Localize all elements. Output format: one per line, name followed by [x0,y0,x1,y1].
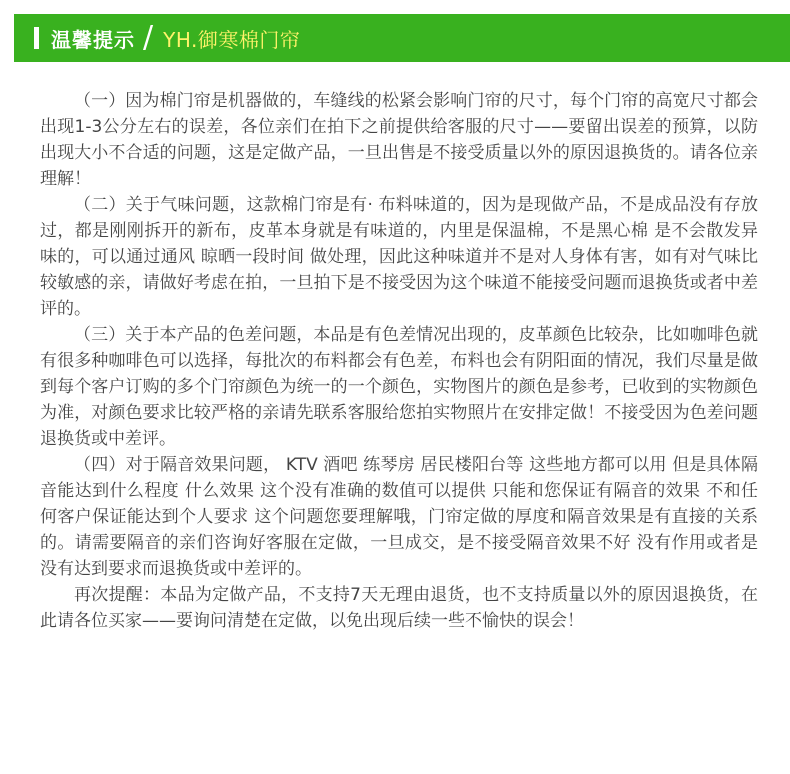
header-slash-divider: / [143,20,154,55]
notice-paragraph-1: （一）因为棉门帘是机器做的，车缝线的松紧会影响门帘的尺寸，每个门帘的高宽尺寸都会出现1-3公分左右的误差，各位亲们在拍下之前提供给客服的尺寸——要留出误差的预算，以防出现大小不合适的问题，这是定做产品，一旦出售是不接受质量以外的原因退换货的。请各位亲理解！ [40,91,758,189]
header-subtitle: YH.御寒棉门帘 [163,27,301,52]
notice-paragraph-4: （四）对于隔音效果问题， KTV 酒吧 练琴房 居民楼阳台等 这些地方都可以用 但是具体隔音能达到什么程度 什么效果 这个没有准确的数值可以提供 只能和您保证有隔音的效果 不和任何客户保证能达到个人要求 这个问题您要理解哦，门帘定做的厚度和隔音效果是有直接的关系的。请需要隔音的亲们咨询好客服在定做，一旦成交，是不接受隔音效果不好 没有作用或者是没有达到要求而退换货或中差评的。 [40,455,758,579]
notice-paragraph-reminder: 再次提醒：本品为定做产品，不支持7天无理由退货，也不支持质量以外的原因退换货，在此请各位买家——要询问清楚在定做，以免出现后续一些不愉快的误会！ [40,585,758,631]
header-banner [14,14,790,62]
header-bar-mark [34,27,39,49]
notice-paragraph-2: （二）关于气味问题，这款棉门帘是有· 布料味道的，因为是现做产品，不是成品没有存放过，都是刚刚拆开的新布，皮革本身就是有味道的，内里是保温棉，不是黑心棉 是不会散发异味的，可以通过通风 晾晒一段时间 做处理，因此这种味道并不是对人身体有害，如有对气味比较敏感的亲，请做好考虑在拍，一旦拍下是不接受因为这个味道不能接受问题而退换货或者中差评的。 [40,195,758,319]
notice-paragraph-3: （三）关于本产品的色差问题，本品是有色差情况出现的，皮革颜色比较杂，比如咖啡色就有很多种咖啡色可以选择，每批次的布料都会有色差，布料也会有阴阳面的情况，我们尽量是做到每个客户订购的多个门帘颜色为统一的一个颜色，实物图片的颜色是参考，已收到的实物颜色为准，对颜色要求比较严格的亲请先联系客服给您拍实物照片在安排定做！不接受因为色差问题退换货或中差评。 [40,325,758,449]
header-title: 温馨提示 [51,27,135,52]
notice-content [40,88,758,634]
